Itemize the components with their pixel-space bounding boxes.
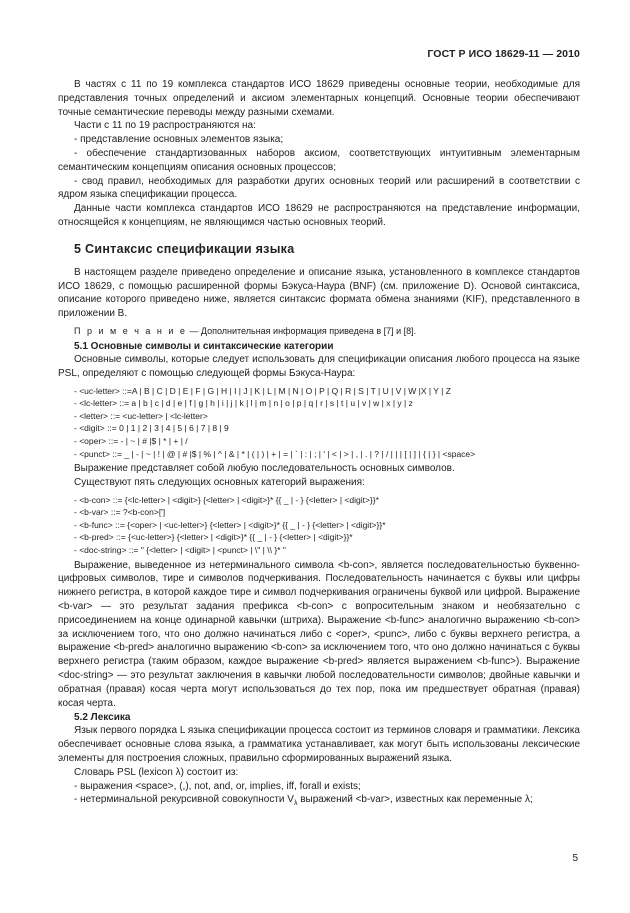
intro-list-item: - свод правил, необходимых для разработки других основных теорий или расширений в соответствии с ядром языка спецификации процесса. — [58, 175, 580, 201]
bnf-rule: - <punct> ::= _ | - | ~ | ! | @ | # |$ | % | ^ | & | * | ( | ) | + | = | ` | : | ; | ' | < | > | , | . | ? | / | | | [ | ] | { | } | <space> — [74, 448, 476, 459]
section-5-2-paragraph: Язык первого порядка L языка спецификации процесса состоит из терминов словаря и грамматики. Лексика обеспечивает основные слова языка, а грамматика устанавливает, как могут быть использованы лексические элементы для построения сложных, правильно сформированных выражений языка. — [58, 725, 580, 765]
bnf-rule: - <b-func> ::= {<oper> | <uc-letter>} {<letter> | <digit>}* {{ _ | - } {<letter> | <digit>}}* — [74, 519, 386, 530]
document-body — [58, 48, 580, 811]
categories-explanation: Выражение, выведенное из нетерминального символа <b-con>, является последовательностью буквенно-цифровых символов, тире и символов подчеркивания. Последовательность начинается с буквы или цифры нижнего регистра, в которой каждое тире и символ подчеркивания ограничены буквой или цифрой. Выражение <b-var> — это результат задания префикса <b-con> с вопросительным знаком и необязательно с присоединением на конце одинарной кавычки (штриха). Выражение <b-func> аналогично выражению <b-con> за исключением того, что оно должно начинаться либо с <oper>, <punc>, либо с буквы верхнего регистра, а выражение <b-pred> аналогично выражению <b-con> за исключением того, что оно должно начинаться с буквы верхнего регистра (таким образом, каждое выражение <b-pred> является выражением <b-func>). Выражение <doc-string> — это результат заключения в кавычки любой последовательности символов; двойные кавычки и обратная (правая) косая черта могут использоваться до тех пор, пока им предшествует обратная (правая) косая черта. — [58, 559, 580, 709]
section-5-body — [58, 266, 580, 321]
bnf-rule: - <b-con> ::= {<lc-letter> | <digit>} {<letter> | <digit>}* {{ _ | - } {<letter> | <digit>}}* — [74, 494, 379, 505]
bnf-rule: - <doc-string> ::= " {<letter> | <digit> | <punct> | \" | \\ }* " — [74, 545, 286, 556]
lexicon-intro: Словарь PSL (lexicon λ) состоит из: — [74, 766, 239, 778]
lexicon-item-text: выражений <b-var>, известных как переменные λ; — [297, 794, 533, 806]
section-5-1-body — [58, 353, 580, 381]
bnf-rule: - <lc-letter> ::= a | b | c | d | e | f | g | h | i | j | k | l | m | n | o | p | q | r | s | t | u | v | w | x | y | z — [74, 398, 413, 409]
lexicon-item-text: - нетерминальной рекурсивной совокупности V — [74, 794, 294, 806]
section-5-2-heading: 5.2 Лексика — [74, 712, 131, 724]
note — [58, 325, 580, 338]
section-5-heading: 5 Синтаксис спецификации языка — [74, 241, 295, 256]
note-text: — Дополнительная информация приведена в [7] и [8]. — [186, 325, 417, 336]
section-5-1-paragraph: Основные символы, которые следует использовать для спецификации описания любого процесса на языке PSL, определяют с помощью следующей формы Бэкуса-Наура: — [58, 353, 580, 379]
section-5-1-explanation — [58, 559, 580, 711]
lexicon-item: - выражения <space>, (,), not, and, or, implies, iff, forall и exists; — [74, 780, 361, 792]
intro-paragraph: В частях с 11 по 19 комплекса стандартов ИСО 18629 приведены основные теории, необходимые для представления точных определений и аксиом элементарных концепций. Основные теории обеспечивают точные семантические переводы между разными схемами. — [58, 79, 580, 118]
intro-paragraph: Части с 11 по 19 распространяются на: — [74, 120, 256, 132]
intro-list-item: - обеспечение стандартизованных наборов аксиом, соответствующих интуитивным элементарным семантическим концепциям описания основных процессов; — [58, 147, 580, 173]
lexicon-item — [58, 793, 580, 811]
bnf-rule: - <b-var> ::= ?<b-con>['] — [74, 507, 166, 518]
bnf-rule: - <letter> ::= <uc-letter> | <lc-letter> — [74, 410, 208, 421]
categories-intro: Существуют пять следующих основных категорий выражения: — [74, 476, 365, 488]
intro-paragraph: Данные части комплекса стандартов ИСО 18629 не распространяются на представление информации, относящейся к концепциям, не являющимся частью основных теорий. — [58, 203, 580, 228]
bnf-rule: - <uc-letter> ::=A | B | C | D | E | F | G | H | I | J | K | L | M | N | O | P | Q | R | S | T | U | V | W |X | Y | Z — [74, 385, 451, 396]
section-5-2-body — [58, 724, 580, 811]
standard-header: ГОСТ Р ИСО 18629-11 — 2010 — [427, 48, 580, 60]
page-number: 5 — [572, 853, 578, 864]
section-5-paragraph: В настоящем разделе приведено определение и описание языка, установленного в комплексе стандартов ИСО 18629, с помощью расширенной формы Бэкуса-Наура (BNF) (см. приложение D). Основой синтаксиса, описание которого приведено ниже, является синтаксис формата обмена знаниями (KIF), представленного в приложении B. — [58, 266, 580, 320]
section-5-1-text — [58, 462, 580, 490]
expression-definition: Выражение представляет собой любую последовательность основных символов. — [74, 463, 455, 475]
bnf-rule: - <b-pred> ::= {<uc-letter>} {<letter> | <digit>}* {{ _ | - } {<letter> | <digit>}}* — [74, 532, 353, 543]
intro-block — [58, 78, 580, 230]
lambda-subscript: λ — [293, 800, 298, 808]
bnf-rule: - <oper> ::= - | ~ | # |$ | * | + | / — [74, 435, 188, 446]
note-label: П р и м е ч а н и е — [74, 325, 187, 336]
section-5-1-heading: 5.1 Основные символы и синтаксические категории — [74, 340, 334, 352]
bnf-rules-basic — [58, 385, 580, 461]
intro-list-item: - представление основных элементов языка; — [74, 134, 284, 146]
bnf-rules-categories — [58, 494, 580, 557]
bnf-rule: - <digit> ::= 0 | 1 | 2 | 3 | 4 | 5 | 6 | 7 | 8 | 9 — [74, 423, 229, 434]
